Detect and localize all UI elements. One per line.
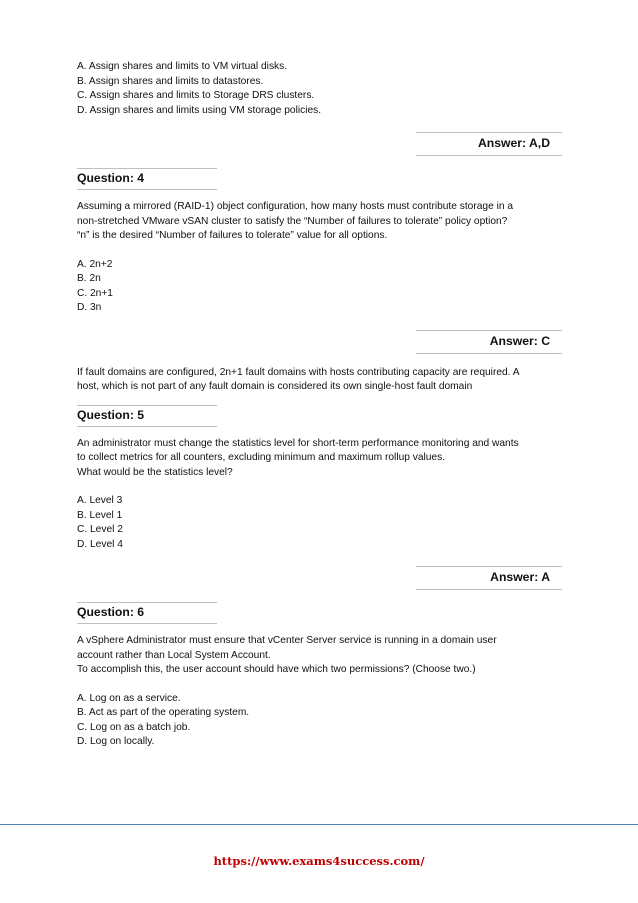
stem-line: To accomplish this, the user account should have which two permissions? (Choose two.): [77, 664, 476, 675]
answer-box: [416, 330, 562, 354]
option-b: B. Level 1: [77, 509, 123, 521]
page-content: [77, 60, 562, 750]
explanation-line: host, which is not part of any fault domain is considered its own single-host fault domain: [77, 381, 473, 392]
answer-label: Answer: A,D: [477, 136, 550, 150]
option-c: C. Log on as a batch job.: [77, 721, 191, 733]
question-title: Question: 6: [77, 605, 145, 619]
footer-url-link[interactable]: https://www.exams4success.com/: [213, 854, 425, 868]
question-4-options: [77, 258, 562, 316]
option-a: A. Level 3: [77, 495, 123, 506]
stem-line: What would be the statistics level?: [77, 466, 233, 478]
question-6-heading: [77, 602, 217, 624]
question-4-heading: [77, 168, 217, 190]
answer-box: [416, 132, 562, 156]
answer-label: Answer: C: [489, 333, 550, 348]
question-4-explanation: [77, 366, 562, 395]
option-c: C. 2n+1: [77, 287, 113, 299]
option-c: C. Assign shares and limits to Storage DRS clusters.: [77, 90, 315, 101]
stem-line: Assuming a mirrored (RAID-1) object configuration, how many hosts must contribute storage in a: [77, 201, 513, 212]
stem-line: “n” is the desired “Number of failures to tolerate” value for all options.: [77, 230, 388, 241]
question-title: Question: 4: [77, 171, 145, 185]
question-5-answer-row: [77, 566, 562, 594]
option-b: B. 2n: [77, 273, 101, 284]
question-5-heading: [77, 405, 217, 427]
option-c: C. Level 2: [77, 524, 123, 535]
stem-line: account rather than Local System Account.: [77, 649, 271, 661]
option-d: D. 3n: [77, 302, 102, 313]
prev-answer-row: [77, 132, 562, 160]
option-a: A. Assign shares and limits to VM virtual disks.: [77, 61, 288, 72]
question-title: Question: 5: [77, 407, 145, 422]
footer-rule: [0, 824, 638, 825]
stem-line: An administrator must change the statistics level for short-term performance monitoring and wants: [77, 437, 519, 449]
option-a: A. 2n+2: [77, 258, 113, 270]
question-5-options: [77, 494, 562, 552]
option-b: B. Act as part of the operating system.: [77, 707, 250, 718]
question-6-stem: [77, 634, 562, 678]
question-5-stem: [77, 437, 562, 481]
question-4-answer-row: [77, 330, 562, 358]
option-d: D. Log on locally.: [77, 736, 155, 747]
option-a: A. Log on as a service.: [77, 692, 181, 704]
option-b: B. Assign shares and limits to datastores.: [77, 75, 264, 87]
answer-label: Answer: A: [490, 570, 550, 584]
stem-line: to collect metrics for all counters, excluding minimum and maximum rollup values.: [77, 452, 446, 463]
explanation-line: If fault domains are configured, 2n+1 fault domains with hosts contributing capacity are required. A: [77, 366, 520, 378]
stem-line: non-stretched VMware vSAN cluster to satisfy the “Number of failures to tolerate” policy option?: [77, 215, 508, 227]
question-6-options: [77, 692, 562, 750]
question-4-stem: [77, 200, 562, 244]
stem-line: A vSphere Administrator must ensure that vCenter Server service is running in a domain user: [77, 635, 497, 646]
prev-question-options: [77, 60, 562, 118]
option-d: D. Assign shares and limits using VM storage policies.: [77, 104, 322, 116]
option-d: D. Level 4: [77, 538, 123, 550]
answer-box: [416, 566, 562, 590]
